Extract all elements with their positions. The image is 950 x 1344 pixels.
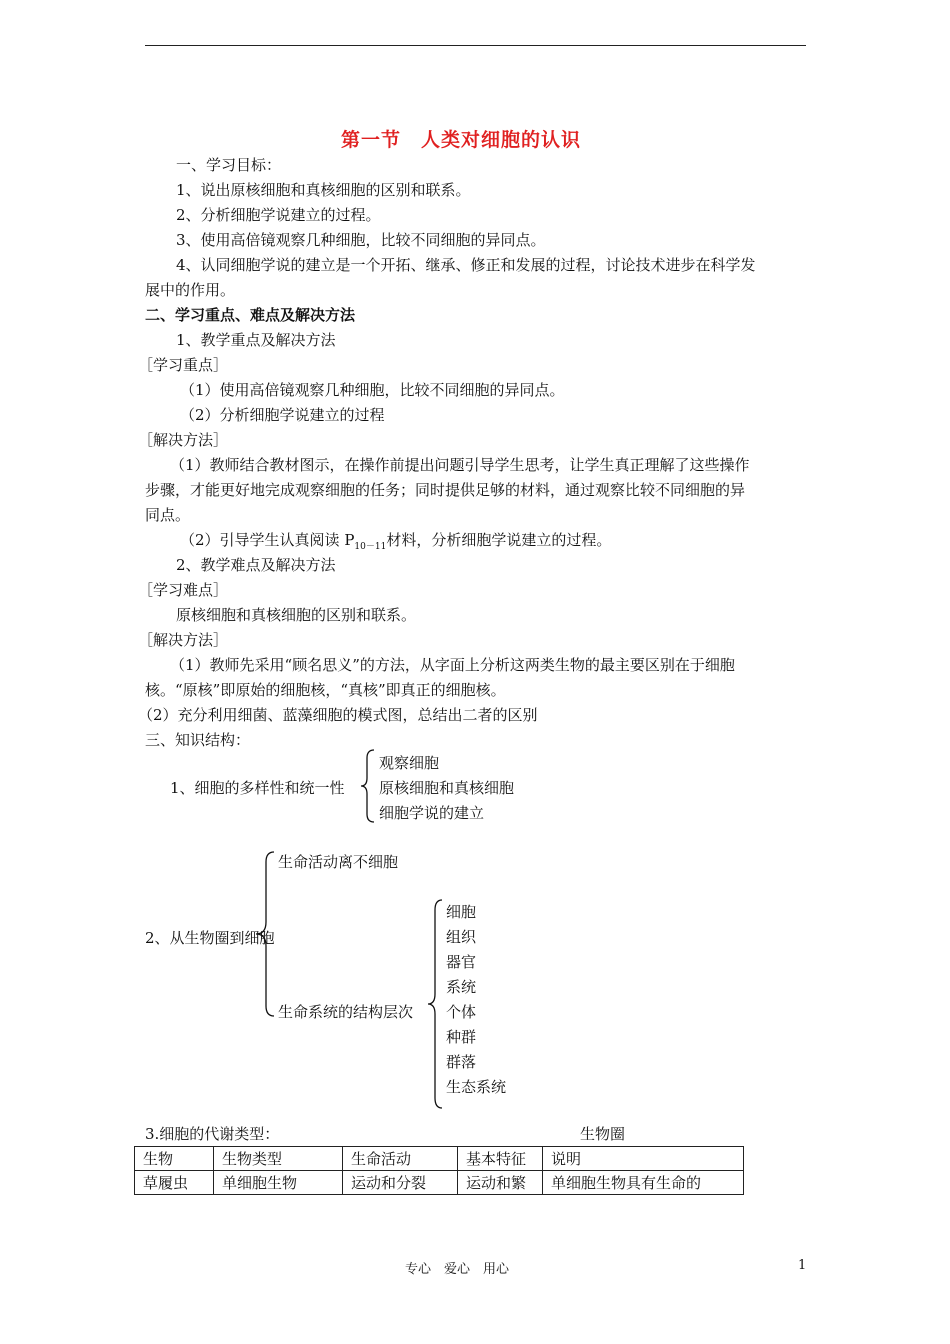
tag-label: ［学习重点］ — [138, 356, 229, 374]
subheading: 2、教学难点及解决方法 — [176, 556, 336, 574]
level-item: 细胞 — [446, 903, 477, 921]
table-cell: 运动和分裂 — [343, 1171, 458, 1195]
level-item: 器官 — [446, 953, 477, 971]
table-header-cell: 生物类型 — [214, 1147, 343, 1171]
table-cell: 单细胞生物具有生命的 — [543, 1171, 744, 1195]
method-text: 步骤，才能更好地完成观察细胞的任务；同时提供足够的材料，通过观察比较不同细胞的异 — [145, 481, 746, 499]
level-item: 生态系统 — [446, 1078, 507, 1096]
structure3-label: 3.细胞的代谢类型： — [145, 1125, 280, 1143]
method-text: （2）充分利用细菌、蓝藻细胞的模式图，总结出二者的区别 — [138, 706, 538, 724]
method2-pre: （2）引导学生认真阅读 P — [180, 531, 355, 549]
header-rule — [145, 45, 806, 46]
method-text: （1）教师结合教材图示，在操作前提出问题引导学生思考，让学生真正理解了这些操作 — [170, 456, 750, 474]
method-text: （1）教师先采用“顾名思义”的方法，从字面上分析这两类生物的最主要区别在于细胞 — [170, 656, 735, 674]
method-text: 同点。 — [145, 506, 191, 524]
key-point: （1）使用高倍镜观察几种细胞，比较不同细胞的异同点。 — [180, 381, 565, 399]
goal-item: 2、分析细胞学说建立的过程。 — [176, 206, 381, 224]
table-header-cell: 生物 — [135, 1147, 214, 1171]
level-item: 种群 — [446, 1028, 477, 1046]
method-text — [180, 530, 611, 557]
table-cell: 单细胞生物 — [214, 1171, 343, 1195]
table-header-cell: 生命活动 — [343, 1147, 458, 1171]
biosphere-label: 生物圈 — [580, 1125, 626, 1143]
level-item: 群落 — [446, 1053, 477, 1071]
tag-label: ［解决方法］ — [138, 631, 229, 649]
structure1-item: 细胞学说的建立 — [379, 804, 485, 822]
left-brace-icon — [426, 898, 444, 1110]
method2-post: 材料，分析细胞学说建立的过程。 — [386, 531, 612, 549]
level-item: 系统 — [446, 978, 477, 996]
metabolism-table — [134, 1146, 744, 1195]
goal-item: 4、认同细胞学说的建立是一个开拓、继承、修正和发展的过程，讨论技术进步在科学发 — [176, 256, 756, 274]
footer-slogan: 专心 爱心 用心 — [405, 1262, 510, 1277]
table-cell: 运动和繁 — [458, 1171, 543, 1195]
tag-label: ［学习难点］ — [138, 581, 229, 599]
structure2-label: 2、从生物圈到细胞 — [145, 929, 275, 947]
section2-heading: 二、学习重点、难点及解决方法 — [145, 306, 356, 324]
level-item: 组织 — [446, 928, 477, 946]
table-header-row — [135, 1147, 744, 1171]
subheading: 1、教学重点及解决方法 — [176, 331, 336, 349]
table-header-cell: 基本特征 — [458, 1147, 543, 1171]
table-header-cell: 说明 — [543, 1147, 744, 1171]
table-cell: 草履虫 — [135, 1171, 214, 1195]
structure1-item: 观察细胞 — [379, 754, 440, 772]
structure1-item: 原核细胞和真核细胞 — [379, 779, 515, 797]
method-text: 核。“原核”即原始的细胞核，“真核”即真正的细胞核。 — [145, 681, 506, 699]
section1-heading: 一、学习目标： — [176, 156, 282, 174]
structure2-branch: 生命活动离不细胞 — [278, 853, 399, 871]
goal-item: 展中的作用。 — [145, 281, 236, 299]
structure2-branch: 生命系统的结构层次 — [278, 1003, 414, 1021]
table-row — [135, 1171, 744, 1195]
page-range-subscript: 10－11 — [354, 542, 387, 552]
left-brace-icon — [254, 850, 276, 1018]
structure1-label: 1、细胞的多样性和统一性 — [170, 779, 345, 797]
section3-heading: 三、知识结构： — [145, 731, 251, 749]
difficulty-text: 原核细胞和真核细胞的区别和联系。 — [176, 606, 417, 624]
level-item: 个体 — [446, 1003, 477, 1021]
goal-item: 3、使用高倍镜观察几种细胞，比较不同细胞的异同点。 — [176, 231, 546, 249]
page-number: 1 — [798, 1258, 807, 1273]
key-point: （2）分析细胞学说建立的过程 — [180, 406, 385, 424]
tag-label: ［解决方法］ — [138, 431, 229, 449]
goal-item: 1、说出原核细胞和真核细胞的区别和联系。 — [176, 181, 471, 199]
left-brace-icon — [360, 748, 376, 824]
page-title: 第一节 人类对细胞的认识 — [341, 129, 582, 151]
